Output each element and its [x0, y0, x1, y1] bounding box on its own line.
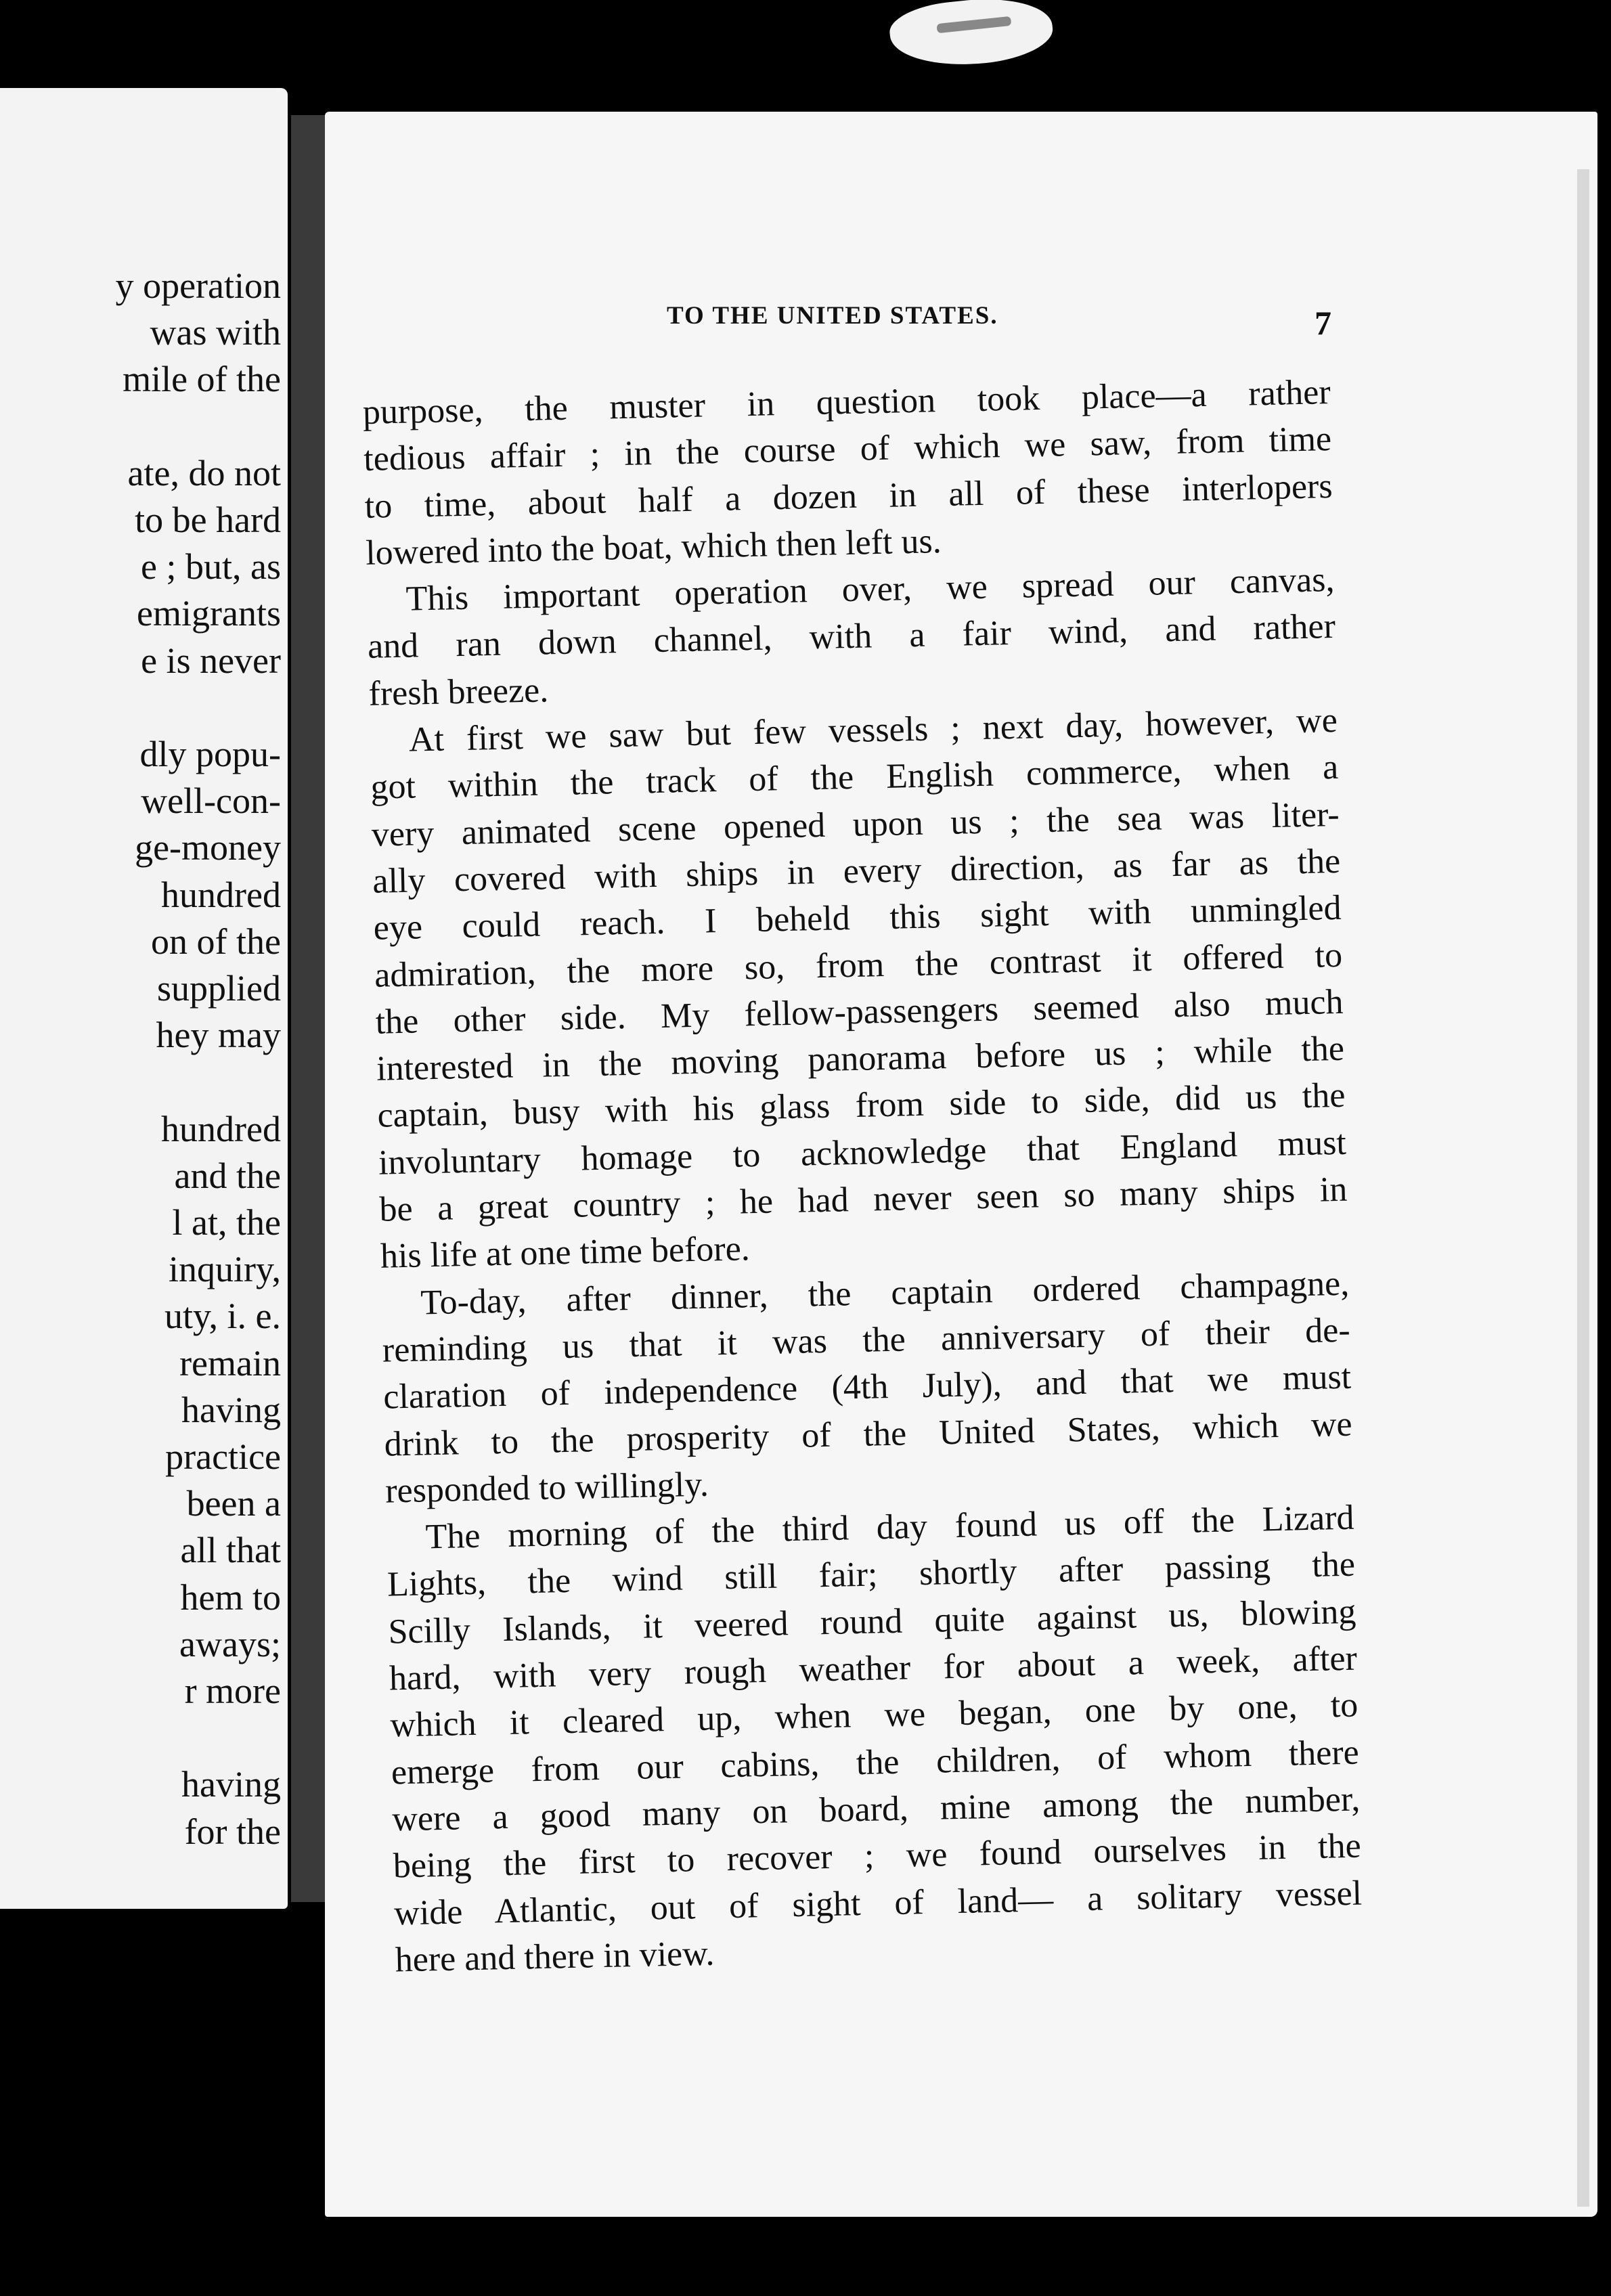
left-page-line: uty, i. e. [164, 1296, 281, 1337]
left-page-line: hem to [180, 1576, 281, 1618]
page-number: 7 [1315, 304, 1331, 342]
text-line: hard, with very rough weather for about a week, after [389, 1639, 1358, 1698]
left-page-line: r more [184, 1671, 281, 1711]
left-page-line: dly popu- [139, 734, 281, 774]
text-line: here and there in view. [395, 1934, 715, 1980]
library-stamp [887, 0, 1056, 72]
text-line: wide Atlantic, out of sight of land— a solitary vessel [393, 1874, 1363, 1933]
left-page-line: l at, the [172, 1202, 281, 1243]
text-line: the other side. My fellow-passengers seemed also much [375, 982, 1344, 1042]
left-page-line: ate, do not [127, 452, 281, 493]
left-page-line: emigrants [137, 593, 281, 634]
left-page-line: ge-money [135, 827, 281, 868]
left-page-line: e ; but, as [141, 546, 281, 588]
text-line: To-day, after dinner, the captain ordered champagne, [420, 1264, 1350, 1323]
text-line: to time, about half a dozen in all of these interlopers [364, 466, 1333, 526]
left-page-line: having [181, 1389, 281, 1430]
left-page-line: remain [179, 1342, 281, 1384]
left-page-line: aways; [179, 1623, 281, 1664]
page-edge [1577, 169, 1589, 2207]
left-page-line: having [181, 1764, 281, 1805]
text-line: At first we saw but few vessels ; next day, however, we [408, 701, 1338, 759]
text-line: The morning of the third day found us off the Lizard [425, 1498, 1354, 1557]
text-line: his life at one time before. [380, 1229, 751, 1277]
text-line: responded to willingly. [384, 1465, 709, 1511]
left-page-line: well-con- [141, 780, 281, 822]
left-page-line: on of the [151, 921, 281, 962]
gutter-shadow [291, 115, 326, 1902]
left-page-line: hundred [161, 874, 281, 915]
text-line: Lights, the wind still fair; shortly after passing the [387, 1545, 1356, 1605]
left-page-line: supplied [157, 968, 281, 1009]
text-line: be a great country ; he had never seen so many ships in [378, 1170, 1348, 1229]
left-page-line: for the [184, 1811, 281, 1852]
text-line: tedious affair ; in the course of which we saw, from time [363, 420, 1332, 479]
text-line: eye could reach. I beheld this sight with unmingled [373, 889, 1342, 948]
left-page-line: y operation [115, 265, 281, 306]
left-page-line: and the [174, 1155, 281, 1196]
text-line: drink to the prosperity of the United States, which we [384, 1405, 1353, 1464]
text-line: very animated scene opened upon us ; the sea was liter- [371, 795, 1340, 854]
text-line: which it cleared up, when we began, one by one, to [389, 1685, 1359, 1745]
left-page-line: practice [165, 1436, 281, 1477]
text-line: fresh breeze. [368, 671, 549, 713]
text-line: involuntary homage to acknowledge that England must [378, 1123, 1347, 1183]
text-line: lowered into the boat, which then left us. [365, 522, 942, 573]
running-head: TO THE UNITED STATES. [667, 302, 998, 330]
left-page [0, 88, 288, 1909]
text-line: and ran down channel, with a fair wind, and rather [367, 607, 1336, 667]
text-line: admiration, the more so, from the contrast it offered to [374, 935, 1343, 995]
left-page-line: hey may [156, 1015, 281, 1056]
left-page-line: inquiry, [169, 1249, 281, 1290]
text-line: got within the track of the English commerce, when a [370, 748, 1339, 808]
left-page-line: hundred [161, 1108, 281, 1149]
left-page-line: been a [186, 1483, 281, 1524]
left-page-line: to be hard [135, 500, 281, 540]
stamp-ink-mark [936, 16, 1011, 33]
left-page-line: all that [180, 1530, 281, 1571]
left-page-line: mile of the [123, 359, 281, 400]
text-line: claration of independence (4th July), and that we must [382, 1357, 1352, 1417]
left-page-line: e is never [141, 640, 281, 681]
text-line: This important operation over, we spread our canvas, [405, 560, 1335, 619]
text-line: Scilly Islands, it veered round quite against us, blowing [388, 1592, 1356, 1652]
left-page-line: was with [150, 312, 281, 353]
text-line: purpose, the muster in question took place—a rather [362, 373, 1331, 432]
text-line: emerge from our cabins, the children, of whom there [391, 1733, 1360, 1792]
text-line: reminding us that it was the anniversary of their de- [382, 1310, 1351, 1370]
text-line: being the first to recover ; we found ourselves in the [393, 1826, 1362, 1886]
text-line: captain, busy with his glass from side to side, did us the [377, 1076, 1346, 1136]
body-text [362, 369, 1363, 1984]
text-line: ally covered with ships in every direction, as far as the [372, 841, 1341, 901]
text-line: were a good many on board, mine among the number, [391, 1780, 1361, 1839]
text-line: interested in the moving panorama before us ; while the [376, 1029, 1345, 1088]
